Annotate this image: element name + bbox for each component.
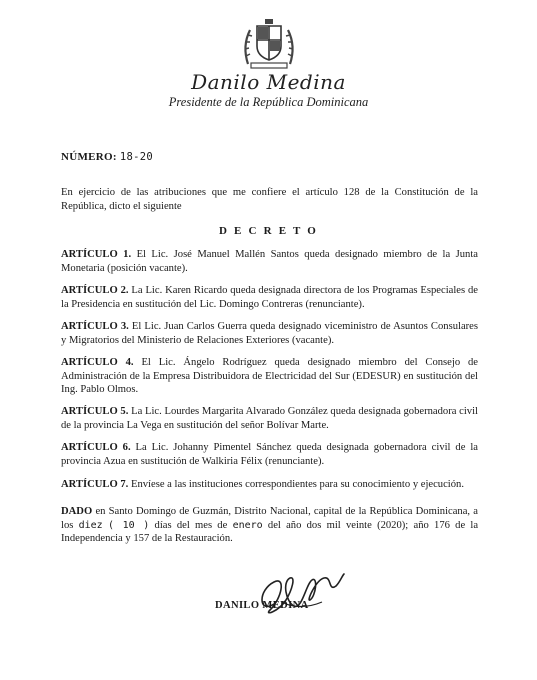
article-text: El Lic. Ángelo Rodríguez queda designado miembro del Consejo de Administración de la Empresa Distribuidora de Electricidad del Sur (EDESUR) en sustitución del Ing. Pablo Olmos. <box>61 357 478 396</box>
article-text: La Lic. Lourdes Margarita Alvarado González queda designada gobernadora civil de la provincia La Vega en sustitución del señor Bolívar Marte. <box>61 406 478 431</box>
article-label: ARTÍCULO 6. <box>61 442 131 453</box>
dado-text-1: en Santo Domingo de Guzmán, Distrito Nacional, capital de la República Dominicana, a los <box>61 506 478 531</box>
article-1 <box>61 248 478 275</box>
article-2 <box>61 284 478 311</box>
header-name: Danilo Medina <box>191 70 346 94</box>
day-number: ( 10 ) <box>107 519 150 531</box>
header-title: Presidente de la República Dominicana <box>168 95 369 109</box>
article-label: ARTÍCULO 1. <box>61 249 132 260</box>
dado-text-2: días del mes de <box>154 519 228 531</box>
dado-text-3: del año dos mil veinte (2020); año 176 de la Independencia y 157 de la Restauración. <box>61 519 479 545</box>
decree-number <box>61 151 153 163</box>
handwritten-signature-icon <box>252 562 348 624</box>
numero-value: 18-20 <box>119 151 153 163</box>
coat-of-arms-icon <box>238 16 300 72</box>
dado-label: DADO <box>61 506 93 517</box>
article-4 <box>61 356 478 397</box>
article-label: ARTÍCULO 7. <box>61 479 129 490</box>
month: enero <box>232 519 263 531</box>
numero-label: NÚMERO: <box>61 151 117 163</box>
article-text: El Lic. Juan Carlos Guerra queda designado viceministro de Asuntos Consulares y Migratorios del Ministerio de Relaciones Exteriores (vacante). <box>61 321 478 346</box>
day-word: diez <box>78 519 103 531</box>
article-6 <box>61 441 478 468</box>
article-3 <box>61 320 478 347</box>
decreto-title: D E C R E T O <box>218 225 319 237</box>
article-text: La Lic. Karen Ricardo queda designada directora de los Programas Especiales de la Presidencia en sustitución del Lic. Domingo Contreras (renunciante). <box>61 285 478 310</box>
preamble: En ejercicio de las atribuciones que me confiere el artículo 128 de la Constitución de la República, dicto el siguiente <box>61 187 478 212</box>
article-text: La Lic. Johanny Pimentel Sánchez queda designada gobernadora civil de la provincia Azua en sustitución de Walkiria Félix (renunciante). <box>61 442 478 467</box>
article-label: ARTÍCULO 2. <box>61 285 129 296</box>
article-text: El Lic. José Manuel Mallén Santos queda designado miembro de la Junta Monetaria (posición vacante). <box>61 249 478 274</box>
article-7 <box>61 478 478 492</box>
article-5 <box>61 405 478 432</box>
dado-paragraph <box>61 505 478 546</box>
article-label: ARTÍCULO 3. <box>61 321 129 332</box>
article-label: ARTÍCULO 4. <box>61 357 134 368</box>
article-text: Envíese a las instituciones correspondientes para su conocimiento y ejecución. <box>130 479 464 490</box>
article-label: ARTÍCULO 5. <box>61 406 129 417</box>
closing-signature-name: DANILO MEDINA <box>215 600 309 611</box>
